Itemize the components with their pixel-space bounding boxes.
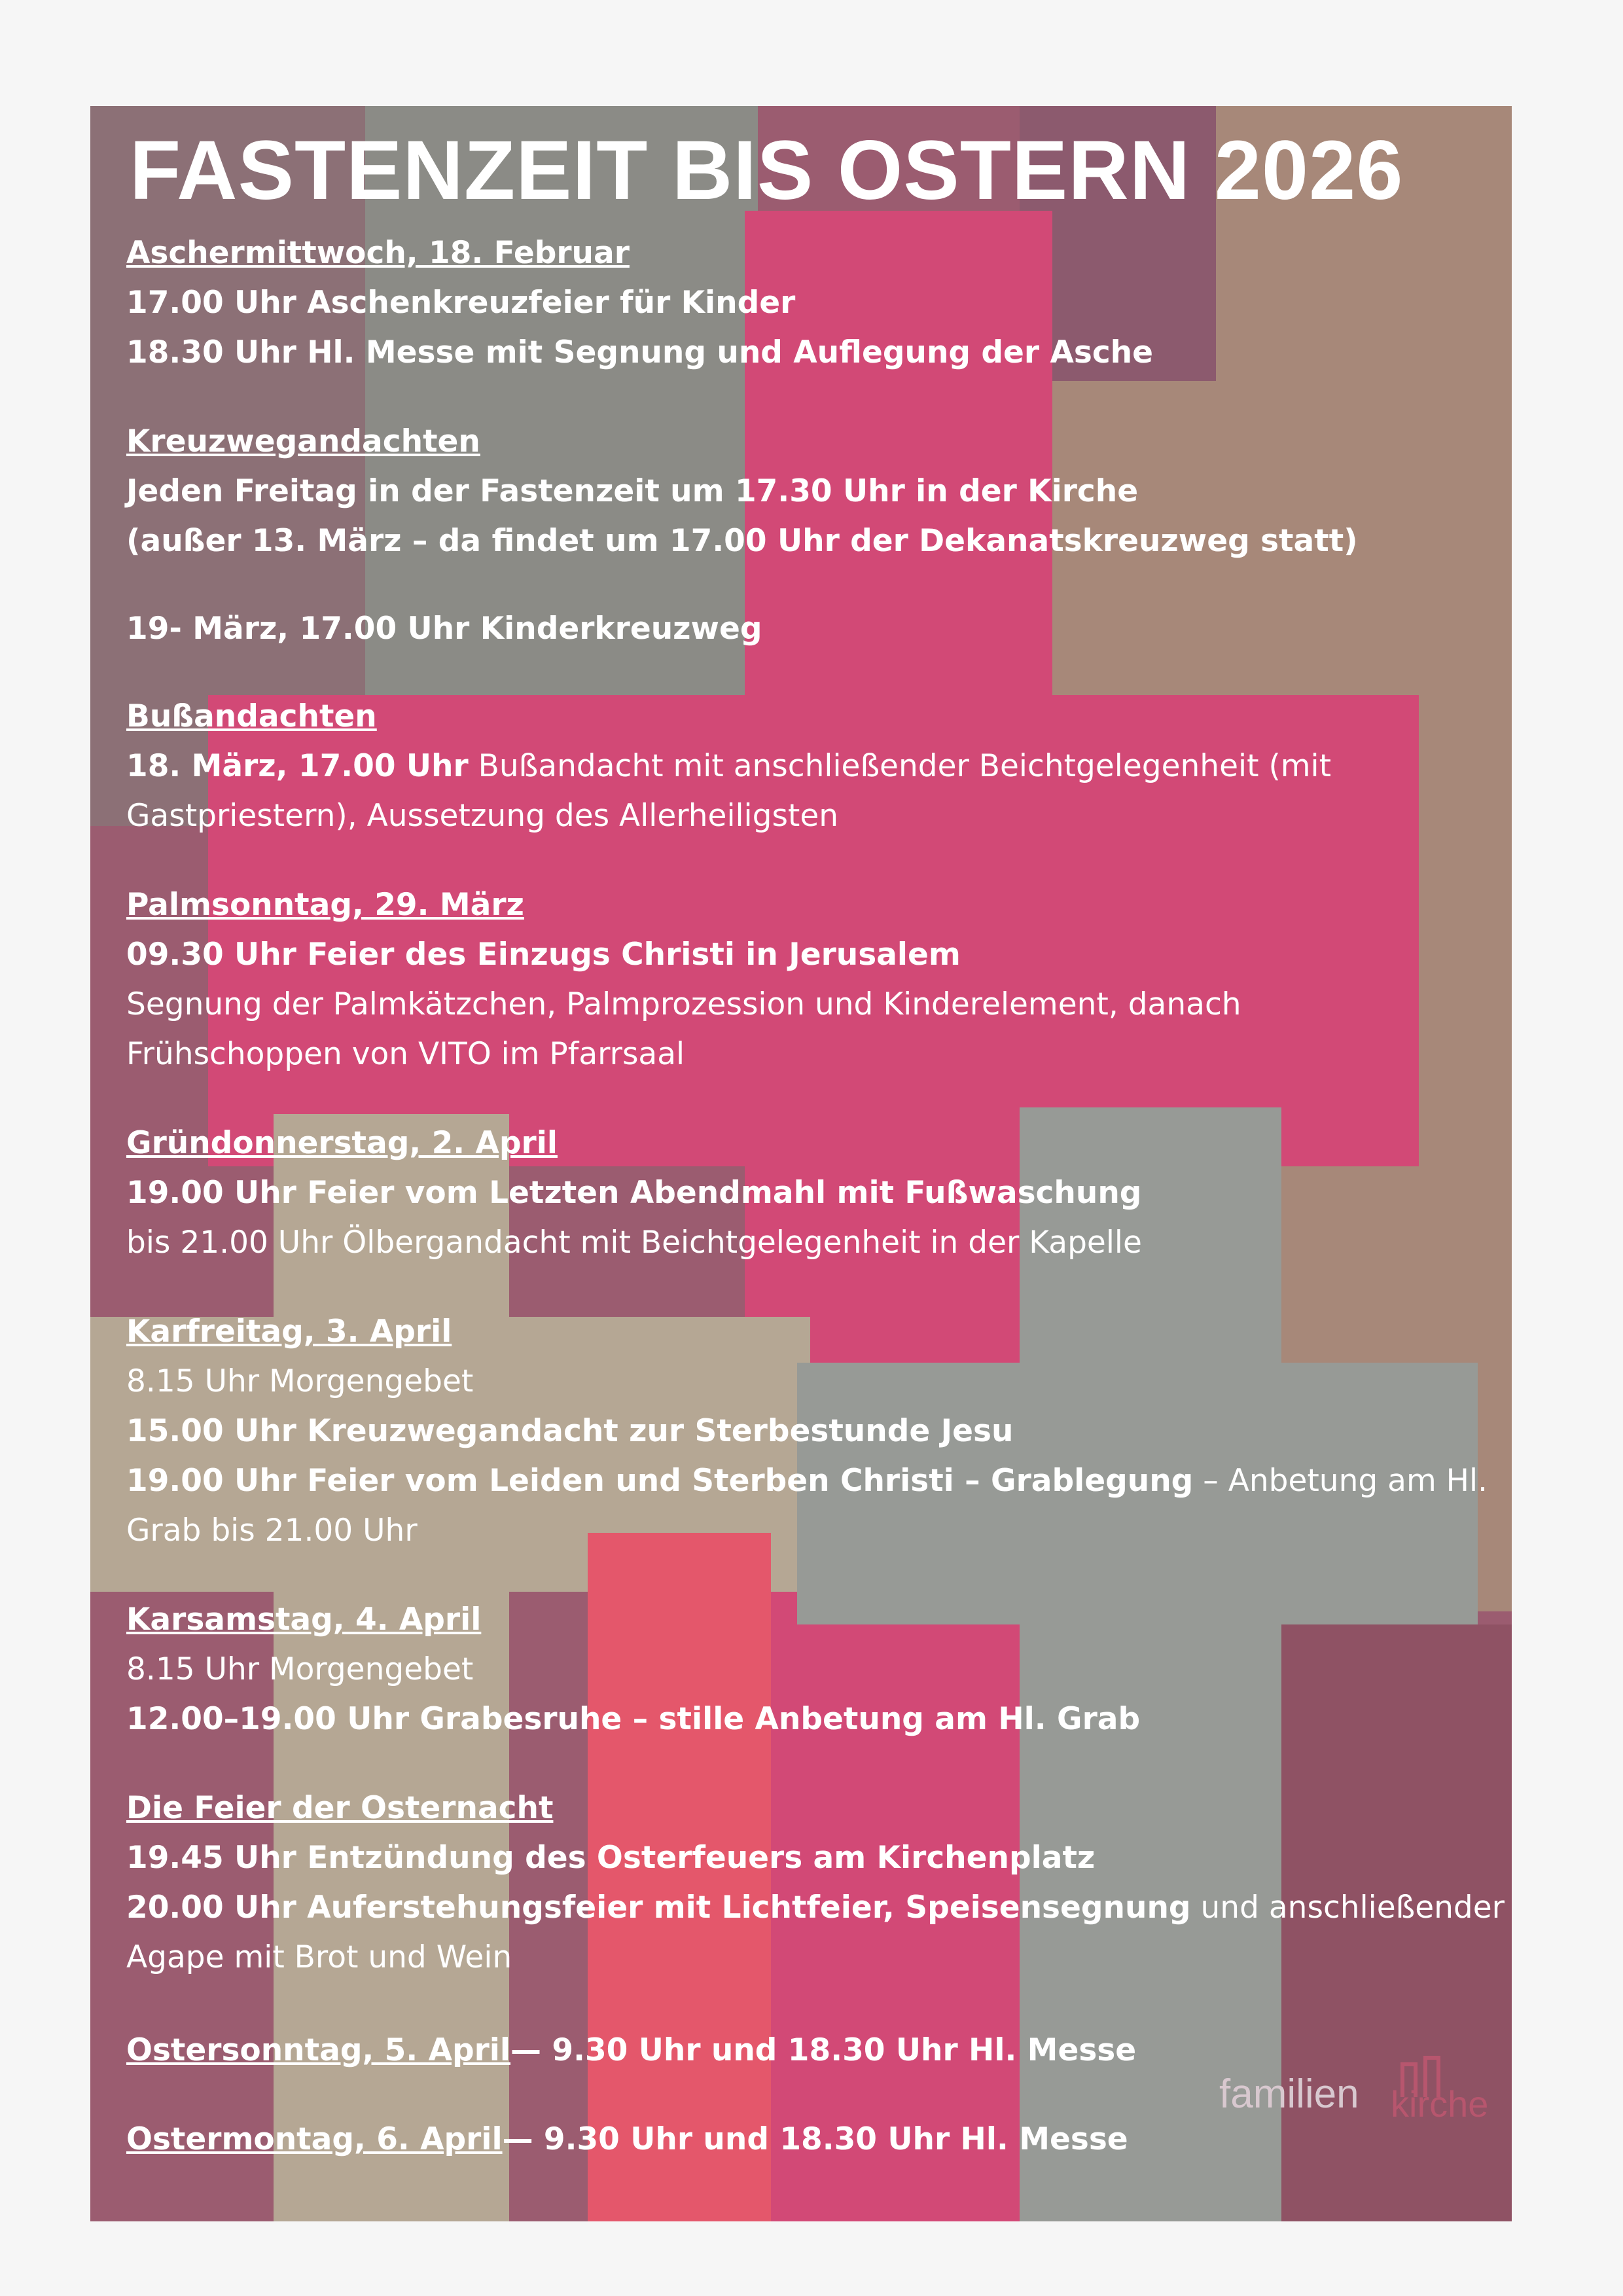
buss-line-2: Gastpriestern), Aussetzung des Allerheiligsten (126, 798, 839, 834)
osternacht-line-2-bold: 20.00 Uhr Auferstehungsfeier mit Lichtfeier, Speisensegnung (126, 1890, 1191, 1926)
section-heading-aschermittwoch: Aschermittwoch, 18. Februar (126, 235, 630, 271)
karsam-line-1: 8.15 Uhr Morgengebet (126, 1651, 474, 1687)
ascher-line-2: 18.30 Uhr Hl. Messe mit Segnung und Auflegung der Asche (126, 334, 1154, 370)
kar-line-2: 15.00 Uhr Kreuzwegandacht zur Sterbestunde Jesu (126, 1413, 1014, 1449)
logo-text: familien (1219, 2072, 1359, 2117)
kar-line-3 (126, 1458, 1488, 1504)
kreuzweg-line-1: Jeden Freitag in der Fastenzeit um 17.30 Uhr in der Kirche (126, 473, 1139, 509)
osternacht-line-1: 19.45 Uhr Entzündung des Osterfeuers am Kirchenplatz (126, 1840, 1096, 1876)
kreuzweg-line-3: 19- März, 17.00 Uhr Kinderkreuzweg (126, 611, 762, 647)
buss-line-1-bold: 18. März, 17.00 Uhr (126, 748, 469, 784)
palm-line-3: Frühschoppen von VITO im Pfarrsaal (126, 1036, 685, 1072)
logo-text-2: kirche (1391, 2083, 1489, 2125)
kar-line-3-bold: 19.00 Uhr Feier vom Leiden und Sterben Christi – Grablegung (126, 1463, 1194, 1499)
poster (90, 106, 1512, 2221)
page-title: FASTENZEIT BIS OSTERN 2026 (130, 124, 1404, 217)
ostersonntag-line (126, 2028, 1136, 2073)
section-heading-gruendonnerstag: Gründonnerstag, 2. April (126, 1125, 558, 1161)
section-heading-kreuzweg: Kreuzwegandachten (126, 423, 480, 459)
karsam-line-2: 12.00–19.00 Uhr Grabesruhe – stille Anbetung am Hl. Grab (126, 1701, 1141, 1737)
ostersonntag-times: — 9.30 Uhr und 18.30 Uhr Hl. Messe (510, 2032, 1137, 2068)
section-heading-osternacht: Die Feier der Osternacht (126, 1790, 554, 1826)
kar-line-4: Grab bis 21.00 Uhr (126, 1513, 418, 1549)
gruen-line-1: 19.00 Uhr Feier vom Letzten Abendmahl mit Fußwaschung (126, 1175, 1142, 1211)
section-heading-karfreitag: Karfreitag, 3. April (126, 1314, 452, 1350)
section-heading-bussandachten: Bußandachten (126, 698, 377, 734)
section-heading-ostermontag: Ostermontag, 6. April (126, 2121, 503, 2157)
familienkirche-logo (1219, 2051, 1507, 2143)
section-heading-karsamstag: Karsamstag, 4. April (126, 1602, 482, 1638)
ostermontag-line (126, 2117, 1128, 2162)
ascher-line-1: 17.00 Uhr Aschenkreuzfeier für Kinder (126, 285, 796, 321)
kar-line-3-rest: – Anbetung am Hl. (1193, 1463, 1488, 1499)
section-heading-ostersonntag: Ostersonntag, 5. April (126, 2032, 511, 2068)
kar-line-1: 8.15 Uhr Morgengebet (126, 1363, 474, 1399)
buss-line-1 (126, 744, 1331, 789)
gruen-line-2: bis 21.00 Uhr Ölbergandacht mit Beichtgelegenheit in der Kapelle (126, 1225, 1142, 1261)
kreuzweg-line-2: (außer 13. März – da findet um 17.00 Uhr der Dekanatskreuzweg statt) (126, 523, 1358, 559)
osternacht-line-2-rest: und anschließender (1190, 1890, 1505, 1926)
palm-line-1: 09.30 Uhr Feier des Einzugs Christi in Jerusalem (126, 937, 961, 973)
section-heading-palmsonntag: Palmsonntag, 29. März (126, 887, 524, 923)
palm-line-2: Segnung der Palmkätzchen, Palmprozession und Kinderelement, danach (126, 986, 1241, 1022)
osternacht-line-2 (126, 1885, 1505, 1931)
ostermontag-times: — 9.30 Uhr und 18.30 Uhr Hl. Messe (502, 2121, 1128, 2157)
buss-line-1-rest: Bußandacht mit anschließender Beichtgelegenheit (mit (468, 748, 1332, 784)
osternacht-line-3: Agape mit Brot und Wein (126, 1939, 512, 1975)
